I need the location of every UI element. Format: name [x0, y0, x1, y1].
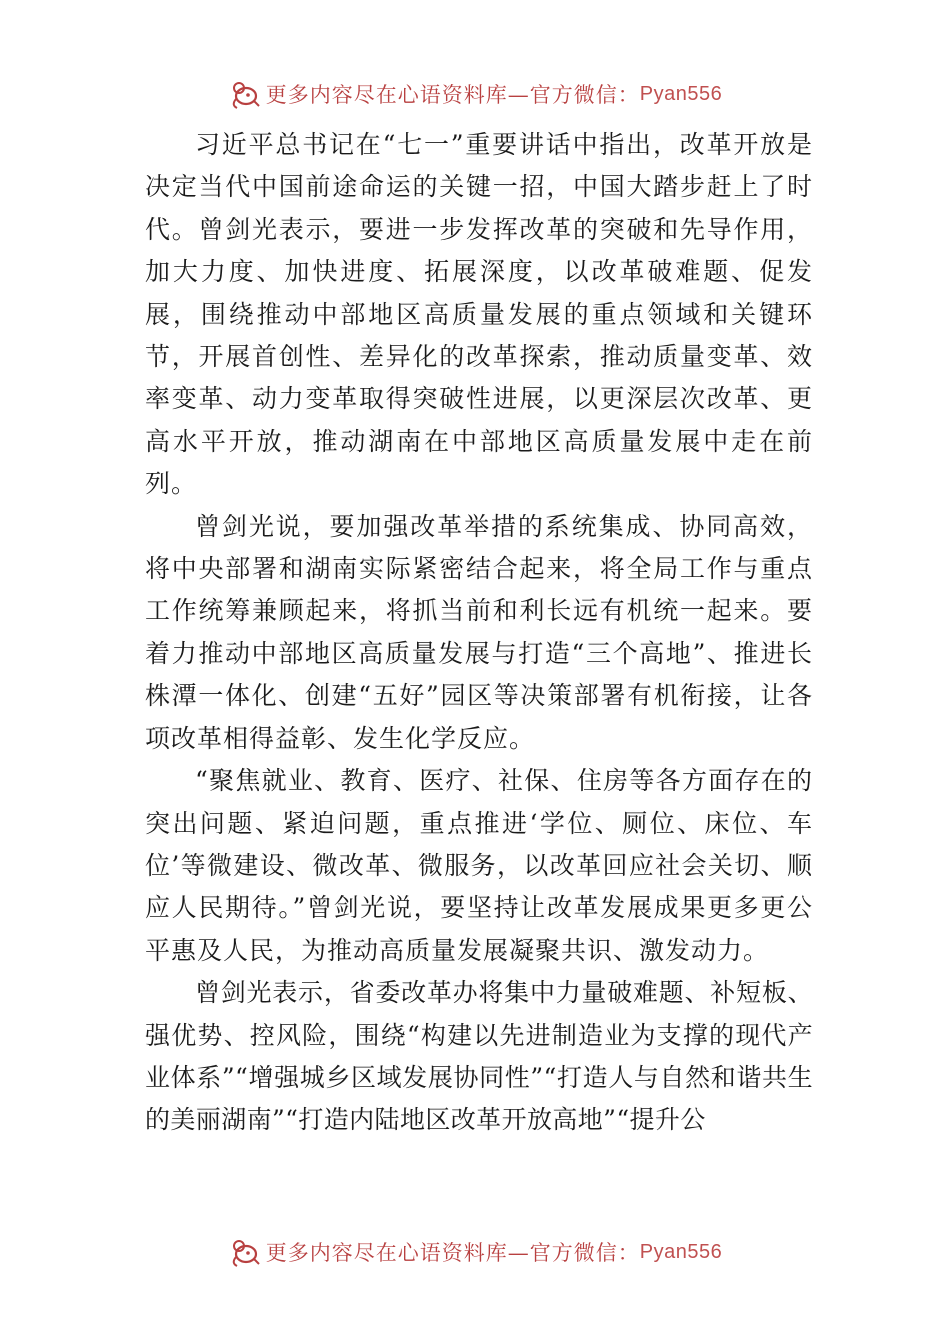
paragraph-3: “聚焦就业、教育、医疗、社保、住房等各方面存在的突出问题、紧迫问题，重点推进‘学位、厕位、床位、车位’等微建设、微改革、微服务，以改革回应社会关切、顺应人民期待。”曾剑光说，要坚持让改革发展成果更多更公平惠及人民，为推动高质量发展凝聚共识、激发动力。: [145, 766, 813, 965]
header-banner-text: 更多内容尽在心语资料库—官方微信：: [265, 83, 640, 107]
mouse-logo-icon: [228, 1235, 262, 1269]
header-wechat-id: Pyan556: [639, 82, 723, 105]
paragraph-4: 曾剑光表示，省委改革办将集中力量破难题、补短板、强优势、控风险，围绕“构建以先进制造业为支撑的现代产业体系”“增强城乡区域发展协同性”“打造人与自然和谐共生的美丽湖南”“打造内陆地区改革开放高地”“提升公: [145, 978, 813, 1135]
footer-wechat-id: Pyan556: [639, 1240, 723, 1263]
footer-banner-text: 更多内容尽在心语资料库—官方微信：: [265, 1241, 640, 1265]
footer-banner: [0, 1232, 950, 1272]
paragraph-1: 习近平总书记在“七一”重要讲话中指出，改革开放是决定当代中国前途命运的关键一招，中国大踏步赶上了时代。曾剑光表示，要进一步发挥改革的突破和先导作用，加大力度、加快进度、拓展深度，以改革破难题、促发展，围绕推动中部地区高质量发展的重点领域和关键环节，开展首创性、差异化的改革探索，推动质量变革、效率变革、动力变革取得突破性进展，以更深层次改革、更高水平开放，推动湖南在中部地区高质量发展中走在前列。: [145, 130, 813, 499]
mouse-logo-icon: [228, 77, 262, 111]
article-body: [145, 124, 813, 1142]
paragraph-2: 曾剑光说，要加强改革举措的系统集成、协同高效，将中央部署和湖南实际紧密结合起来，将全局工作与重点工作统筹兼顾起来，将抓当前和利长远有机统一起来。要着力推动中部地区高质量发展与打造“三个高地”、推进长株潭一体化、创建“五好”园区等决策部署有机衔接，让各项改革相得益彰、发生化学反应。: [145, 511, 813, 753]
header-banner: [0, 74, 950, 114]
